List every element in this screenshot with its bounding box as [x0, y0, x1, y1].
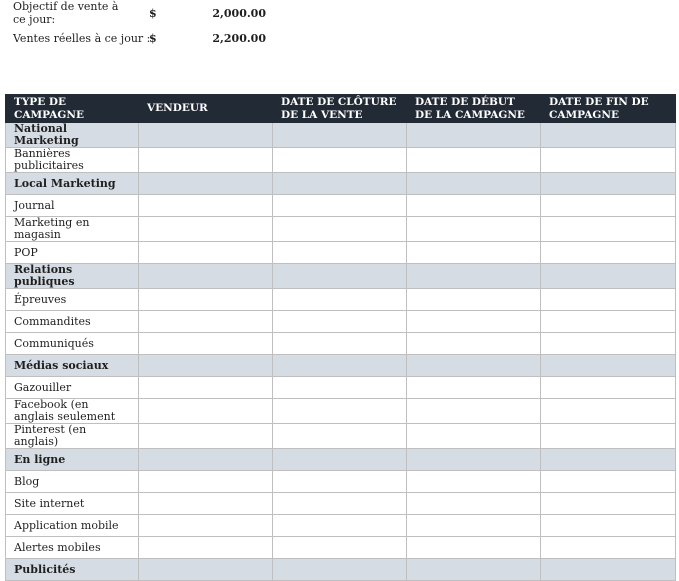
sale-close-date-cell[interactable]	[273, 289, 407, 311]
vendor-cell[interactable]	[139, 217, 273, 242]
sale-close-date-cell[interactable]	[273, 333, 407, 355]
campaign-start-date-cell[interactable]	[407, 377, 541, 399]
header-campaign-type: TYPE DE CAMPAGNE	[6, 95, 139, 123]
campaign-table	[5, 94, 676, 581]
vendor-cell[interactable]	[139, 399, 273, 424]
sales-goal-label: Objectif de vente à ce jour:	[13, 0, 119, 26]
campaign-type-cell: Local Marketing	[6, 173, 139, 195]
campaign-start-date-cell[interactable]	[407, 537, 541, 559]
vendor-cell[interactable]	[139, 424, 273, 449]
sale-close-date-cell[interactable]	[273, 123, 407, 148]
sales-goal-value: 2,000.00	[212, 7, 266, 20]
header-vendor: VENDEUR	[139, 95, 273, 123]
campaign-start-date-cell[interactable]	[407, 493, 541, 515]
actual-sales-currency: $	[149, 32, 157, 45]
campaign-start-date-cell[interactable]	[407, 471, 541, 493]
campaign-type-cell: Pinterest (en anglais)	[6, 424, 139, 449]
category-row	[6, 264, 676, 289]
campaign-type-cell: Épreuves	[6, 289, 139, 311]
campaign-end-date-cell[interactable]	[541, 333, 676, 355]
vendor-cell[interactable]	[139, 242, 273, 264]
campaign-start-date-cell[interactable]	[407, 289, 541, 311]
sale-close-date-cell[interactable]	[273, 377, 407, 399]
category-row	[6, 173, 676, 195]
campaign-start-date-cell[interactable]	[407, 399, 541, 424]
sale-close-date-cell[interactable]	[273, 173, 407, 195]
campaign-type-cell: Communiqués	[6, 333, 139, 355]
vendor-cell[interactable]	[139, 195, 273, 217]
sale-close-date-cell[interactable]	[273, 242, 407, 264]
campaign-start-date-cell[interactable]	[407, 242, 541, 264]
vendor-cell[interactable]	[139, 289, 273, 311]
campaign-end-date-cell[interactable]	[541, 311, 676, 333]
campaign-end-date-cell[interactable]	[541, 289, 676, 311]
campaign-type-cell: Relations publiques	[6, 264, 139, 289]
campaign-end-date-cell[interactable]	[541, 264, 676, 289]
campaign-type-cell: Application mobile	[6, 515, 139, 537]
campaign-end-date-cell[interactable]	[541, 399, 676, 424]
table-row	[6, 148, 676, 173]
category-row	[6, 123, 676, 148]
campaign-start-date-cell[interactable]	[407, 333, 541, 355]
table-row	[6, 515, 676, 537]
campaign-type-cell: Gazouiller	[6, 377, 139, 399]
sale-close-date-cell[interactable]	[273, 355, 407, 377]
campaign-end-date-cell[interactable]	[541, 493, 676, 515]
campaign-type-cell: National Marketing	[6, 123, 139, 148]
sale-close-date-cell[interactable]	[273, 471, 407, 493]
table-row	[6, 195, 676, 217]
table-row	[6, 493, 676, 515]
sale-close-date-cell[interactable]	[273, 493, 407, 515]
vendor-cell[interactable]	[139, 377, 273, 399]
campaign-start-date-cell[interactable]	[407, 311, 541, 333]
campaign-type-cell: Publicités	[6, 559, 139, 581]
campaign-start-date-cell[interactable]	[407, 355, 541, 377]
campaign-type-cell: Alertes mobiles	[6, 537, 139, 559]
campaign-end-date-cell[interactable]	[541, 123, 676, 148]
table-row	[6, 311, 676, 333]
sale-close-date-cell[interactable]	[273, 148, 407, 173]
vendor-cell[interactable]	[139, 493, 273, 515]
campaign-type-cell: Marketing en magasin	[6, 217, 139, 242]
table-row	[6, 424, 676, 449]
campaign-start-date-cell[interactable]	[407, 264, 541, 289]
campaign-type-cell: Bannières publicitaires	[6, 148, 139, 173]
vendor-cell[interactable]	[139, 537, 273, 559]
campaign-type-cell: En ligne	[6, 449, 139, 471]
vendor-cell[interactable]	[139, 355, 273, 377]
campaign-end-date-cell[interactable]	[541, 242, 676, 264]
campaign-start-date-cell[interactable]	[407, 515, 541, 537]
campaign-end-date-cell[interactable]	[541, 424, 676, 449]
sale-close-date-cell[interactable]	[273, 311, 407, 333]
table-row	[6, 471, 676, 493]
table-row	[6, 289, 676, 311]
table-row	[6, 377, 676, 399]
campaign-type-cell: Commandites	[6, 311, 139, 333]
vendor-cell[interactable]	[139, 333, 273, 355]
category-row	[6, 449, 676, 471]
sale-close-date-cell[interactable]	[273, 195, 407, 217]
campaign-end-date-cell[interactable]	[541, 449, 676, 471]
category-row	[6, 559, 676, 581]
table-row	[6, 242, 676, 264]
campaign-start-date-cell[interactable]	[407, 123, 541, 148]
campaign-start-date-cell[interactable]	[407, 148, 541, 173]
actual-sales-value: 2,200.00	[212, 32, 266, 45]
header-campaign-start-date: DATE DE DÉBUT DE LA CAMPAGNE	[407, 95, 541, 123]
vendor-cell[interactable]	[139, 559, 273, 581]
sale-close-date-cell[interactable]	[273, 537, 407, 559]
campaign-type-cell: Blog	[6, 471, 139, 493]
campaign-type-cell: Facebook (en anglais seulement	[6, 399, 139, 424]
campaign-start-date-cell[interactable]	[407, 173, 541, 195]
sale-close-date-cell[interactable]	[273, 399, 407, 424]
sale-close-date-cell[interactable]	[273, 217, 407, 242]
campaign-start-date-cell[interactable]	[407, 449, 541, 471]
campaign-end-date-cell[interactable]	[541, 471, 676, 493]
campaign-start-date-cell[interactable]	[407, 424, 541, 449]
sale-close-date-cell[interactable]	[273, 559, 407, 581]
campaign-end-date-cell[interactable]	[541, 537, 676, 559]
sale-close-date-cell[interactable]	[273, 264, 407, 289]
table-header-row	[6, 95, 676, 123]
campaign-end-date-cell[interactable]	[541, 173, 676, 195]
campaign-end-date-cell[interactable]	[541, 217, 676, 242]
table-row	[6, 333, 676, 355]
vendor-cell[interactable]	[139, 515, 273, 537]
vendor-cell[interactable]	[139, 311, 273, 333]
campaign-end-date-cell[interactable]	[541, 515, 676, 537]
category-row	[6, 355, 676, 377]
vendor-cell[interactable]	[139, 173, 273, 195]
vendor-cell[interactable]	[139, 471, 273, 493]
header-campaign-end-date: DATE DE FIN DE CAMPAGNE	[541, 95, 676, 123]
vendor-cell[interactable]	[139, 264, 273, 289]
campaign-start-date-cell[interactable]	[407, 559, 541, 581]
sale-close-date-cell[interactable]	[273, 424, 407, 449]
campaign-type-cell: Journal	[6, 195, 139, 217]
sales-goal-currency: $	[149, 7, 157, 20]
header-sale-close-date: DATE DE CLÔTURE DE LA VENTE	[273, 95, 407, 123]
campaign-end-date-cell[interactable]	[541, 559, 676, 581]
sale-close-date-cell[interactable]	[273, 515, 407, 537]
campaign-start-date-cell[interactable]	[407, 195, 541, 217]
table-body	[6, 123, 676, 581]
vendor-cell[interactable]	[139, 449, 273, 471]
table-row	[6, 217, 676, 242]
campaign-type-cell: POP	[6, 242, 139, 264]
vendor-cell[interactable]	[139, 123, 273, 148]
table-row	[6, 537, 676, 559]
sale-close-date-cell[interactable]	[273, 449, 407, 471]
campaign-start-date-cell[interactable]	[407, 217, 541, 242]
campaign-type-cell: Site internet	[6, 493, 139, 515]
actual-sales-label: Ventes réelles à ce jour :	[13, 32, 151, 45]
table-row	[6, 399, 676, 424]
campaign-end-date-cell[interactable]	[541, 195, 676, 217]
campaign-end-date-cell[interactable]	[541, 355, 676, 377]
vendor-cell[interactable]	[139, 148, 273, 173]
campaign-end-date-cell[interactable]	[541, 377, 676, 399]
campaign-end-date-cell[interactable]	[541, 148, 676, 173]
campaign-type-cell: Médias sociaux	[6, 355, 139, 377]
